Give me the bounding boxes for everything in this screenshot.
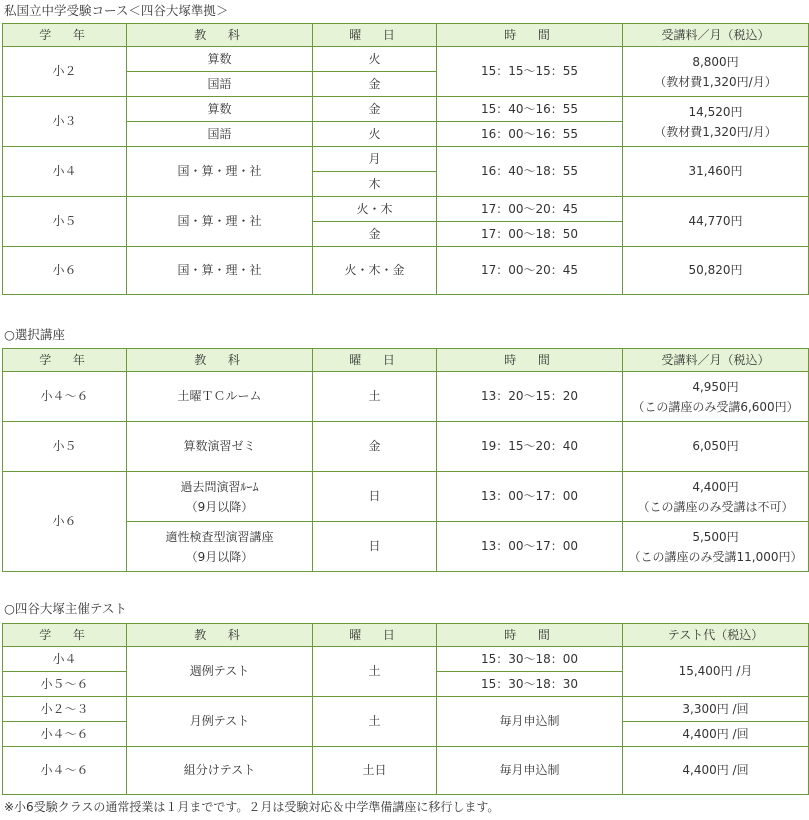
day-cell: 木 [313,172,437,197]
time-cell: 13：20〜15：20 [437,372,623,422]
header-time: 時 間 [437,624,623,647]
subject-cell [127,522,313,572]
grade-cell: 小４〜６ [3,372,127,422]
subject-cell: 算数 [127,97,313,122]
subject-cell: 国・算・理・社 [127,247,313,295]
tests-table [2,623,809,795]
header-day: 曜 日 [313,624,437,647]
grade-cell: 小４〜６ [3,722,127,747]
table-row [3,697,809,722]
header-fee: 受講料／月（税込） [623,24,809,47]
day-cell: 土日 [313,747,437,795]
time-cell: 15：30〜18：30 [437,672,623,697]
day-cell: 火・木 [313,197,437,222]
grade-cell: 小２〜３ [3,697,127,722]
header-subject: 教 科 [127,624,313,647]
subject-note: （9月以降） [185,549,254,564]
time-cell: 毎月申込制 [437,747,623,795]
fee-cell [623,522,809,572]
header-subject: 教 科 [127,24,313,47]
subject-name: 過去問演習ﾙｰﾑ [180,479,259,494]
fee-amount: 8,800円 [692,54,739,69]
time-cell: 15：40〜16：55 [437,97,623,122]
fee-cell: 4,400円 /回 [623,747,809,795]
header-day: 曜 日 [313,349,437,372]
time-cell: 16：00〜16：55 [437,122,623,147]
day-cell: 金 [313,97,437,122]
header-day: 曜 日 [313,24,437,47]
main-course-table [2,23,809,295]
day-cell: 火・木・金 [313,247,437,295]
grade-cell: 小４ [3,147,127,197]
fee-amount: 4,400円 [692,479,739,494]
header-grade: 学 年 [3,624,127,647]
fee-cell: 6,050円 [623,422,809,472]
time-cell: 13：00〜17：00 [437,522,623,572]
fee-note: （この講座のみ受講11,000円） [628,549,803,564]
table-row [3,147,809,172]
fee-amount: 5,500円 [692,529,739,544]
fee-cell [623,472,809,522]
table-header-row [3,624,809,647]
grade-cell: 小４〜６ [3,747,127,795]
header-subject: 教 科 [127,349,313,372]
time-cell: 17：00〜20：45 [437,197,623,222]
fee-note: （この講座のみ受講は不可） [637,499,794,514]
table-row [3,197,809,222]
subject-cell: 国語 [127,122,313,147]
fee-cell: 15,400円 /月 [623,647,809,697]
fee-cell: 31,460円 [623,147,809,197]
table-row [3,472,809,522]
table-row [3,647,809,672]
grade-cell: 小６ [3,247,127,295]
grade-cell: 小６ [3,472,127,572]
table-row [3,247,809,295]
day-cell: 火 [313,47,437,72]
fee-cell: 50,820円 [623,247,809,295]
fee-note: （この講座のみ受講6,600円） [632,399,799,414]
fee-cell: 4,400円 /回 [623,722,809,747]
grade-cell: 小２ [3,47,127,97]
time-cell: 毎月申込制 [437,697,623,747]
fee-cell: 44,770円 [623,197,809,247]
table-row [3,47,809,72]
day-cell: 土 [313,697,437,747]
elective-table [2,348,809,572]
fee-cell [623,97,809,147]
table-header-row [3,349,809,372]
day-cell: 金 [313,222,437,247]
table-row [3,372,809,422]
subject-cell: 算数演習ゼミ [127,422,313,472]
day-cell: 火 [313,122,437,147]
header-fee: テスト代（税込） [623,624,809,647]
main-course-title: 私国立中学受験コース＜四谷大塚準拠＞ [4,3,229,18]
time-cell: 15：30〜18：00 [437,647,623,672]
table-row [3,97,809,122]
header-grade: 学 年 [3,349,127,372]
grade-cell: 小５ [3,422,127,472]
fee-amount: 4,950円 [692,379,739,394]
day-cell: 土 [313,372,437,422]
day-cell: 金 [313,72,437,97]
footnote: ※小6受験クラスの通常授業は１月までです。２月は受験対応＆中学準備講座に移行します。 [4,800,500,814]
table-header-row [3,24,809,47]
header-fee: 受講料／月（税込） [623,349,809,372]
table-row [3,747,809,795]
elective-title: ○選択講座 [4,327,65,342]
day-cell: 日 [313,472,437,522]
fee-amount: 14,520円 [688,104,743,119]
subject-cell [127,472,313,522]
subject-cell: 土曜ＴＣルーム [127,372,313,422]
header-time: 時 間 [437,349,623,372]
grade-cell: 小５〜６ [3,672,127,697]
time-cell: 17：00〜20：45 [437,247,623,295]
grade-cell: 小３ [3,97,127,147]
subject-cell: 算数 [127,47,313,72]
subject-cell: 組分けテスト [127,747,313,795]
fee-note: （教材費1,320円/月） [654,74,777,89]
time-cell: 15：15〜15：55 [437,47,623,97]
grade-cell: 小５ [3,197,127,247]
fee-note: （教材費1,320円/月） [654,124,777,139]
subject-cell: 国・算・理・社 [127,197,313,247]
day-cell: 月 [313,147,437,172]
grade-cell: 小４ [3,647,127,672]
subject-name: 適性検査型演習講座 [165,529,274,544]
day-cell: 土 [313,647,437,697]
fee-cell [623,372,809,422]
table-row [3,422,809,472]
day-cell: 日 [313,522,437,572]
time-cell: 19：15〜20：40 [437,422,623,472]
header-grade: 学 年 [3,24,127,47]
subject-cell: 国・算・理・社 [127,147,313,197]
fee-cell: 3,300円 /回 [623,697,809,722]
subject-cell: 週例テスト [127,647,313,697]
subject-cell: 国語 [127,72,313,97]
day-cell: 金 [313,422,437,472]
tests-title: ○四谷大塚主催テスト [4,601,127,616]
subject-note: （9月以降） [185,499,254,514]
subject-cell: 月例テスト [127,697,313,747]
time-cell: 13：00〜17：00 [437,472,623,522]
header-time: 時 間 [437,24,623,47]
fee-cell [623,47,809,97]
time-cell: 16：40〜18：55 [437,147,623,197]
time-cell: 17：00〜18：50 [437,222,623,247]
